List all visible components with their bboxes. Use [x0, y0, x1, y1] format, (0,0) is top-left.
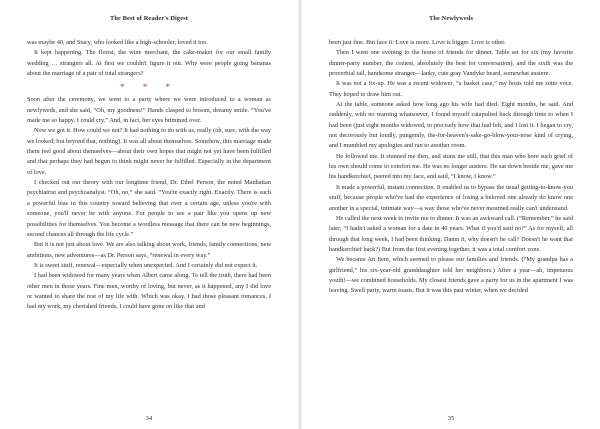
right-paragraph: At the table, someone asked how long ago his wife had died. Eight months, he said. And suddenly, with no warning whatsoever, I found myself catapulted back through time to when I had been (just eight months widowed, to precisely how that had felt, and I lost it. I began to cry, not decorously but loudly, pungently, the-for-heaven's-sake-go-blow-your-nose kind of crying, and I mumbled my apologies and ran to another room. [329, 101, 573, 150]
right-paragraph: been just fine. But face it: Love is more. Love is bigger. Love is other. [329, 39, 506, 46]
left-body-text [27, 38, 271, 408]
left-paragraph: But it is not just about love. We are also talking about work, friends, family connections, new ambitions, new adventures—as Dr. Person says, “renewal in every way.” [27, 241, 271, 259]
right-paragraph: Then I went one evening to the home of friends for dinner. Table set for six (my favorite dinner-party number, the coziest, absolutely the best for conversation), and the sixth was the proverbial tall, handsome stranger—lanky, cute gray Vandyke beard, somewhat austere. [329, 49, 573, 78]
left-paragraph: was maybe 40, and Stacy, who looked like a high-schooler, loved it too. [27, 39, 208, 46]
left-paragraph: It is sweet stuff, renewal—especially when unexpected. And I certainly did not expect it. [34, 261, 258, 269]
section-break-ornament: * * * [120, 82, 178, 93]
page-number-right: 35 [447, 415, 455, 422]
left-paragraph: I checked out our theory with our longtime friend, Dr. Ethel Person, the noted Manhattan psychiatrist and psychoanalyst. “Oh, no,” she said. “You're exactly right. Exactly. There is such a powerful bias in this country toward believing that over a certain age, unless you're with someone, you'll never be with anyone. For people to see a pair like you opens up new possibilities for themselves. You become a wordless message that there can be new beginnings, second chances all through the life cycle.” [27, 179, 271, 238]
left-paragraph: Soon after the ceremony, we went to a party where we were introduced to a woman as newlyweds, and she said, “Oh, my goodness!” Hands clasped to bosom, dreamy smile. “You've made me so happy. I could cry.” And, in fact, her eyes brimmed over. [27, 96, 271, 125]
running-head-right: The Newlyweds [428, 15, 474, 22]
left-paragraph: Now we got it. How could we not? It had nothing to do with us, really (oh, sure, with the way we looked; but beyond that, nothing). It was all about themselves. Somehow, this marriage made them feel good about themselves—about their own hopes that might not yet have been fulfilled and that perhaps they had begun to think might never be fulfilled. Especially in the department of love. [27, 127, 271, 176]
right-paragraph: We became An Item, which seemed to please our families and friends. (“My grandpa has a girlfriend,” his six-year-old granddaughter told her neighbors.) After a year—ah, impetuous youth!—we combined households. My closest friends gave a party for us in the apartment I was leaving. Swell party, warm toasts. But it was this past winter, when we decided [329, 256, 573, 295]
right-paragraph: It was not a fix-up. He was a recent widower, “a basket case,” my hosts told me sotto voce. They hoped to draw him out. [329, 80, 573, 98]
right-paragraph: It made a powerful, instant connection. It enabled us to bypass the usual getting-to-know-you stuff, because people who've had the experience of losing a beloved one already do know one another in a special, intimate way—a way those who've never mourned really can't understand. [329, 183, 573, 212]
left-page [0, 0, 298, 429]
right-paragraph: He called the next week to invite me to dinner. It was an awkward call. (“Remember,” he said later, “I hadn't asked a woman for a date in 40 years. What if you'd said no?” As for myself, all through that long week, I had been thinking: Damn it, why doesn't he call? Doesn't he want that handkerchief back?) But from the first evening together, it was a total comfort zone. [329, 214, 573, 253]
right-paragraph: He followed me. It stunned me then, and stuns me still, that this man who bore such grief of his own should come to comfort me. He was no longer austere. He sat down beside me, gave me his handkerchief, peered into my face, and said, “I know, I know.” [329, 152, 573, 181]
page-number-left: 34 [145, 415, 153, 422]
left-paragraph: I had been widowed for many years when Albert came along. To tell the truth, there had been other men in those years. Fine men, worthy of loving, but never, as it happened, any I did love or wanted to share the rest of my life with. Which was okay. I had those pleasant romances, I had my work, my cherished friends, I could have gone on like that and [27, 272, 271, 311]
running-head-left: The Best of Reader's Digest [110, 15, 188, 22]
right-page [302, 0, 600, 429]
left-paragraph: It kept happening. The florist, the wine merchant, the cake-maker for our small family wedding … strangers all. At first we couldn't figure it out. Why were people going bananas about the marriage of a pair of total strangers? [27, 49, 271, 78]
right-body-text [329, 38, 573, 408]
